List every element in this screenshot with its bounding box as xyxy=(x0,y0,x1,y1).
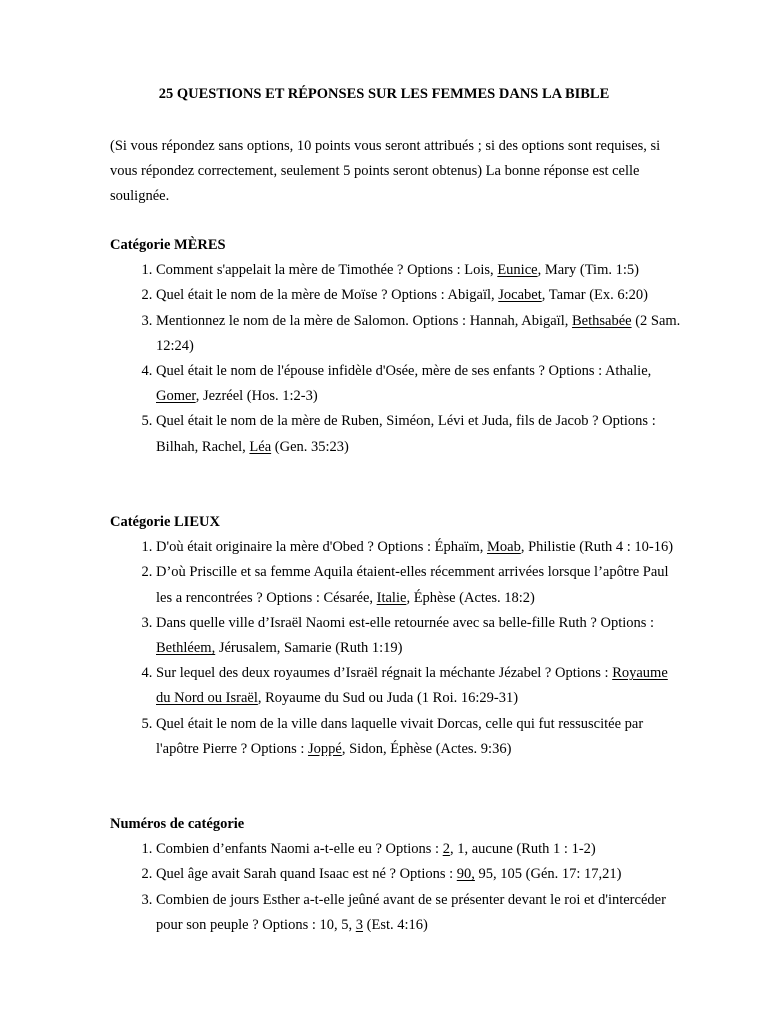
correct-answer: Gomer xyxy=(156,388,196,405)
question-list xyxy=(110,535,685,762)
question-item: 4. Quel était le nom de l'épouse infidèle d'Osée, mère de ses enfants ? Options : Athalie, Gomer, Jezréel (Hos. 1:2-3) xyxy=(156,359,685,409)
question-item: 2. Quel âge avait Sarah quand Isaac est né ? Options : 90, 95, 105 (Gén. 17: 17,21) xyxy=(156,862,685,887)
question-item: 5. Quel était le nom de la ville dans laquelle vivait Dorcas, celle qui fut ressuscitée par l'apôtre Pierre ? Options : Joppé, Sidon, Éphèse (Actes. 9:36) xyxy=(156,712,685,762)
correct-answer: Italie xyxy=(376,589,407,606)
section-heading: Catégorie LIEUX xyxy=(110,514,220,530)
correct-answer: Bethléem, xyxy=(156,640,216,656)
correct-answer: Léa xyxy=(249,438,272,455)
section-heading: Numéros de catégorie xyxy=(110,816,245,832)
correct-answer: 90, xyxy=(456,866,475,883)
section-lieux xyxy=(110,510,685,762)
intro-paragraph: (Si vous répondez sans options, 10 points vous seront attribués ; si des options sont requises, si vous répondez correctement, seulement 5 points seront obtenus) La bonne réponse est celle soulignée. xyxy=(110,138,661,205)
correct-answer: 3 xyxy=(355,916,364,933)
question-item: 2. Quel était le nom de la mère de Moïse ? Options : Abigaïl, Jocabet, Tamar (Ex. 6:20) xyxy=(156,283,685,308)
question-item: 2. D’où Priscille et sa femme Aquila étaient-elles récemment arrivées lorsque l’apôtre Paul les a rencontrées ? Options : Césarée, Italie, Éphèse (Actes. 18:2) xyxy=(156,560,685,610)
section-numeros xyxy=(110,812,685,938)
question-item: 5. Quel était le nom de la mère de Ruben, Siméon, Lévi et Juda, fils de Jacob ? Options : Bilhah, Rachel, Léa (Gen. 35:23) xyxy=(156,409,685,459)
question-item: 4. Sur lequel des deux royaumes d’Israël régnait la méchante Jézabel ? Options : Royaume du Nord ou Israël, Royaume du Sud ou Juda (1 Roi. 16:29-31) xyxy=(156,661,685,711)
section-meres xyxy=(110,233,685,460)
correct-answer: 2 xyxy=(442,841,450,858)
correct-answer: Moab xyxy=(486,539,521,556)
correct-answer: Joppé xyxy=(308,740,342,757)
question-item: 3. Combien de jours Esther a-t-elle jeûné avant de se présenter devant le roi et d'intercéder pour son peuple ? Options : 10, 5, 3 (Est. 4:16) xyxy=(156,888,685,938)
question-item: 1. Combien d’enfants Naomi a-t-elle eu ? Options : 2, 1, aucune (Ruth 1 : 1-2) xyxy=(156,837,685,862)
section-heading: Catégorie MÈRES xyxy=(110,237,226,253)
question-item: 1. D'où était originaire la mère d'Obed ? Options : Éphaïm, Moab, Philistie (Ruth 4 : 10-16) xyxy=(156,535,685,560)
correct-answer: Bethsabée xyxy=(571,312,632,329)
correct-answer: Jocabet xyxy=(498,287,542,304)
document-title: 25 QUESTIONS ET RÉPONSES SUR LES FEMMES DANS LA BIBLE xyxy=(158,86,610,102)
question-list xyxy=(110,837,685,938)
question-item: 3. Mentionnez le nom de la mère de Salomon. Options : Hannah, Abigaïl, Bethsabée (2 Sam. 12:24) xyxy=(156,309,685,359)
correct-answer: Royaume du Nord ou Israël xyxy=(156,665,668,707)
question-item: 3. Dans quelle ville d’Israël Naomi est-elle retournée avec sa belle-fille Ruth ? Options : Bethléem, Jérusalem, Samarie (Ruth 1:19) xyxy=(156,611,685,661)
correct-answer: Eunice xyxy=(497,262,538,279)
question-list xyxy=(110,258,685,460)
question-item: 1. Comment s'appelait la mère de Timothée ? Options : Lois, Eunice, Mary (Tim. 1:5) xyxy=(156,258,685,283)
